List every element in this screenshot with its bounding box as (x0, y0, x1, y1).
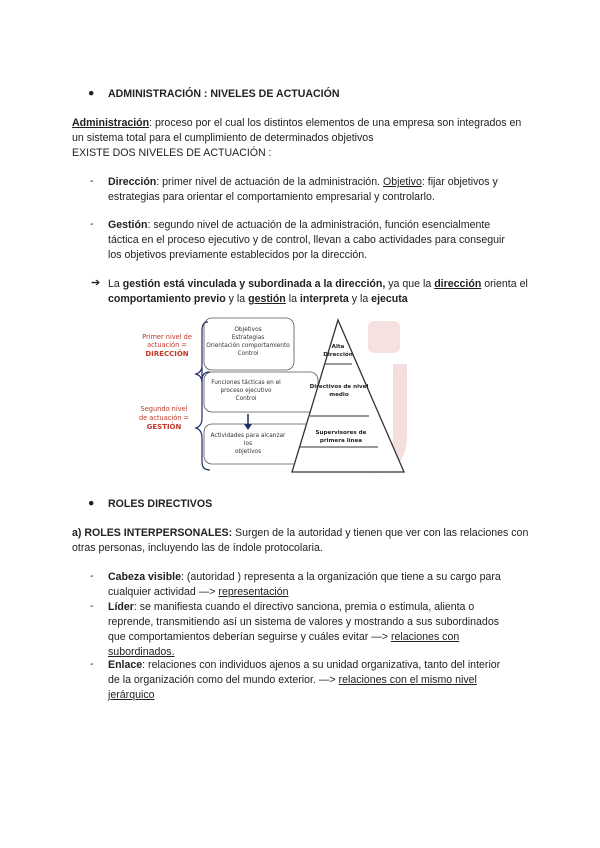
left-label-bot-1: Segundo nivel (140, 405, 188, 413)
left-label-bot-3: GESTIÓN (146, 423, 182, 431)
dash-marker: - (90, 570, 94, 582)
arrow-bold-part: ejecuta (371, 293, 408, 305)
cabeza-visible-link: representación (218, 586, 289, 598)
pyramid-bot-line2: primera línea (319, 438, 363, 444)
cabeza-visible-text: : (autoridad ) representa a la organización que tiene a su cargo para cualquier actividad —> (108, 571, 501, 598)
lider-text: : se manifiesta cuando el directivo sanciona, premia o estimula, alienta o reprende, transmitiendo así un sistema de valores y mostrando a sus subordinados que comportamientos deberían seguirse y cuáles evitar —> (108, 601, 500, 643)
enlace-link: relaciones con el mismo nivel jerárquico (108, 674, 477, 701)
left-label-top-1: Primer nivel de (142, 333, 192, 341)
list-item-enlace (108, 658, 513, 703)
roles-intro (72, 526, 532, 556)
pyramid-mid-line1: Directivos de nivel (309, 384, 369, 390)
enlace-text: : relaciones con individuos ajenos a su unidad organizativa, tanto del interior de la organización como del mundo exterior. —> (108, 659, 501, 686)
dash-marker: - (90, 218, 94, 230)
cabeza-visible-term: Cabeza visible (108, 571, 182, 583)
lider-link: relaciones con subordinados. (108, 631, 460, 658)
pyramid-mid-line2: medio (329, 392, 349, 398)
bullet-icon: ● (88, 497, 95, 509)
section1-title: ADMINISTRACIÓN : NIVELES DE ACTUACIÓN (108, 88, 340, 100)
brace-bottom (196, 372, 210, 470)
lider-term: Líder (108, 601, 134, 613)
gestion-term: Gestión (108, 219, 148, 231)
box2-line3: Control (235, 396, 257, 402)
arrow-text-part: y la (348, 293, 372, 305)
list-item-direccion (108, 175, 518, 205)
dash-marker: - (90, 175, 94, 187)
arrow-bold-part: comportamiento previo (108, 293, 226, 305)
definition-text: : proceso por el cual los distintos elementos de una empresa son integrados en un sistema total para el cumplimiento de determinados objetivos (72, 117, 522, 144)
arrow-direccion-underlined: dirección (434, 278, 482, 290)
arrow-bold-part: gestión está vinculada y subordinada a la dirección, (122, 278, 386, 290)
left-label-bot-2: de actuación = (138, 414, 190, 422)
list-item-gestion (108, 218, 518, 263)
dash-marker: - (90, 658, 94, 670)
arrow-paragraph (108, 277, 528, 307)
direccion-term: Dirección (108, 176, 157, 188)
arrow-icon: ➔ (91, 277, 101, 289)
pyramid-top-line1: Alta (331, 344, 345, 350)
direccion-text: : primer nivel de actuación de la administración. (156, 176, 383, 188)
arrow-bold-part: interpreta (299, 293, 349, 305)
arrow-text-part: ya que la (385, 278, 435, 290)
bullet-icon: ● (88, 87, 95, 99)
arrow-gestion-underlined: gestión (248, 293, 286, 305)
list-item-cabeza-visible (108, 570, 513, 600)
arrow-text-part: y la (225, 293, 249, 305)
box2-line1: Funciones tácticas en el (211, 380, 281, 386)
left-label-top-2: actuación = (147, 341, 187, 349)
section2-title: ROLES DIRECTIVOS (108, 498, 213, 510)
arrow-text-part: La (108, 278, 123, 290)
arrow-text-part: la (285, 293, 300, 305)
definition-term: Administración (72, 117, 150, 129)
gestion-text: : segundo nivel de actuación de la administración, función esencialmente táctica en el proceso ejecutivo y de control, llevan a cabo actividades para conseguir los objetivos previamente establecidos por la dirección. (108, 219, 505, 261)
pyramid-bot-line1: Supervisores de (315, 430, 367, 436)
roles-intro-term: a) ROLES INTERPERSONALES: (72, 527, 233, 539)
box3-line3: objetivos (234, 449, 262, 455)
pyramid-top-line2: Dirección (323, 352, 353, 358)
box1-line4: Control (237, 351, 259, 357)
enlace-term: Enlace (108, 659, 143, 671)
objetivo-term: Objetivo (382, 176, 422, 188)
dash-marker: - (90, 600, 94, 612)
arrow-text-part: orienta el (481, 278, 528, 290)
box3-line1: Actividades para alcanzar (210, 433, 286, 439)
list-item-lider (108, 600, 513, 660)
pyramid-diagram (138, 316, 413, 476)
box3-line2: los (243, 441, 253, 447)
levels-line: EXISTE DOS NIVELES DE ACTUACIÓN : (72, 147, 272, 159)
box1-line2: Estrategias (231, 335, 265, 341)
box1-line1: Objetivos (234, 327, 262, 333)
box2-line2: proceso ejecutivo (220, 388, 272, 394)
roles-intro-text: Surgen de la autoridad y tienen que ver con las relaciones con otras personas, incluyendo las de índole protocolaria. (72, 527, 529, 554)
box1-line3: Orientación comportamiento (206, 343, 290, 349)
definition-paragraph (72, 116, 532, 146)
objetivo-text: : fijar objetivos y estrategias para orientar el comportamiento empresarial y controlarlo. (108, 176, 498, 203)
left-label-top-3: DIRECCIÓN (145, 350, 189, 358)
